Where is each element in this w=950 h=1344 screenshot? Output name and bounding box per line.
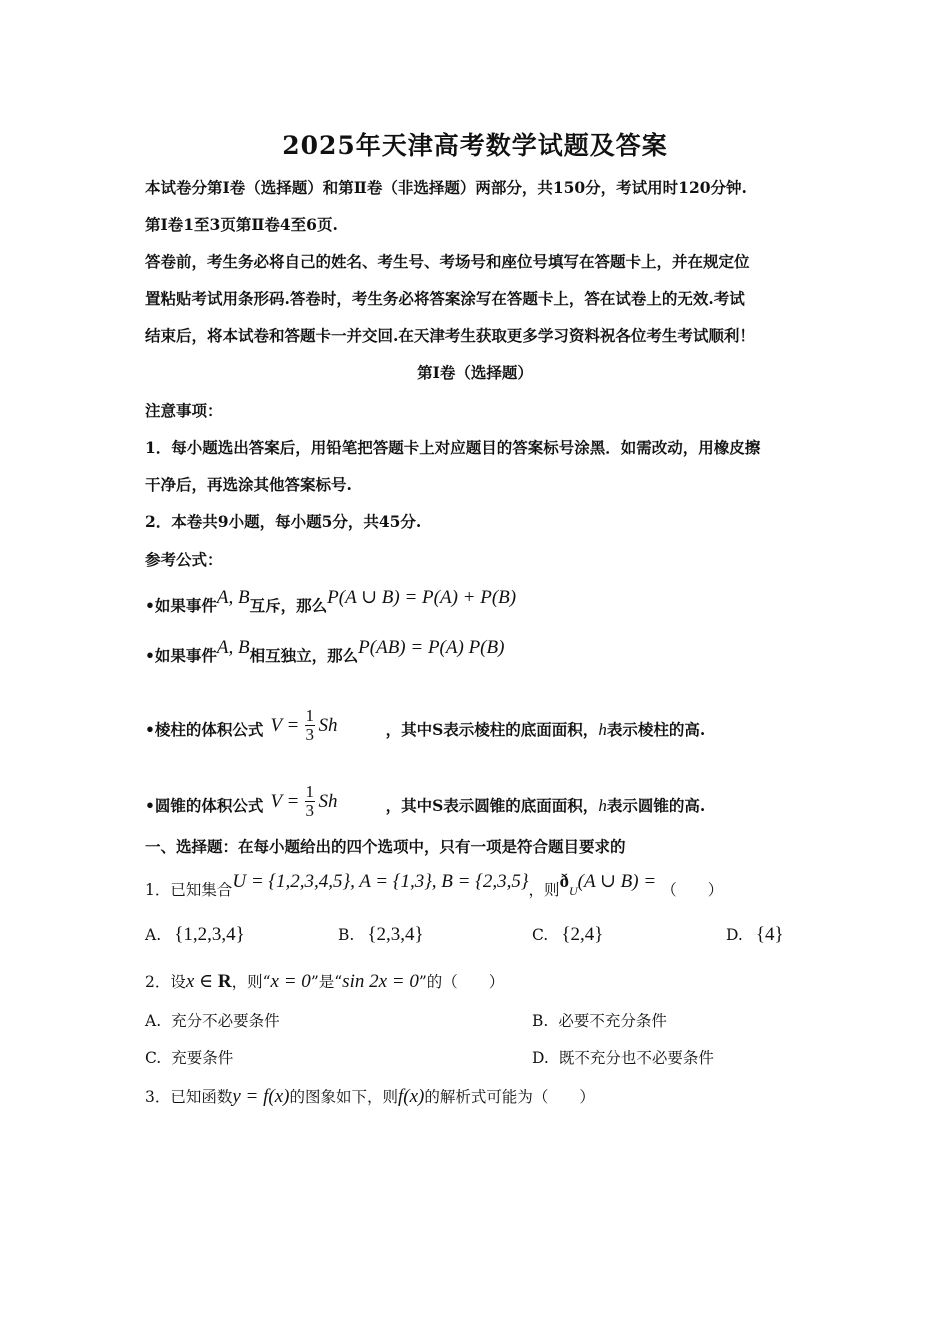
q1-option-d[interactable]: D. {4}	[726, 924, 784, 945]
question-3: 3．已知函数y = f(x)的图象如下，则f(x)的解析式可能为（ ）	[145, 1086, 595, 1107]
intro-line-5: 结束后，将本试卷和答题卡一并交回.在天津考生获取更多学习资料祝各位考生考试顺利！	[145, 326, 755, 345]
q2-option-a[interactable]: A. 充分不必要条件	[145, 1012, 280, 1030]
intro-line-4: 置粘贴考试用条形码.答卷时，考生务必将答案涂写在答题卡上，答在试卷上的无效.考试	[145, 289, 745, 308]
q1-option-b[interactable]: B. {2,3,4}	[338, 924, 424, 945]
intro-line-1: 本试卷分第Ⅰ卷（选择题）和第Ⅱ卷（非选择题）两部分，共150分，考试用时120分钟.	[145, 178, 747, 197]
question-2: 2．设x ∈ R，则“x = 0”是“sin 2x = 0”的（ ）	[145, 971, 505, 992]
intro-line-3: 答卷前，考生务必将自己的姓名、考生号、考场号和座位号填写在答题卡上，并在规定位	[145, 252, 750, 271]
q2-option-b[interactable]: B. 必要不充分条件	[532, 1012, 667, 1030]
notes-item-1a: 1．每小题选出答案后，用铅笔把答题卡上对应题目的答案标号涂黑．如需改动，用橡皮擦	[145, 438, 761, 457]
formulas-heading: 参考公式：	[145, 550, 223, 569]
formula-cone-volume: •圆锥的体积公式 V = $\frac{1}{3}$ Sh ，其中S表示圆锥的底面面积，h表示圆锥的高.	[145, 782, 706, 820]
q1-option-a[interactable]: A. {1,2,3,4}	[145, 924, 245, 945]
q1-option-c[interactable]: C. {2,4}	[532, 924, 604, 945]
document-title: 2025年天津高考数学试题及答案	[282, 131, 668, 160]
notes-heading: 注意事项：	[145, 401, 223, 420]
section-heading: 第Ⅰ卷（选择题）	[417, 363, 533, 382]
formula-prism-volume: •棱柱的体积公式 V = $\frac{1}{3}$ Sh ，其中S表示棱柱的底面面积，h表示棱柱的高.	[145, 706, 706, 744]
part1-heading: 一、选择题：在每小题给出的四个选项中，只有一项是符合题目要求的	[145, 837, 626, 856]
formula-mutually-exclusive: •如果事件A, B互斥，那么P(A ∪ B) = P(A) + P(B)	[145, 587, 517, 615]
q2-option-c[interactable]: C. 充要条件	[145, 1049, 234, 1067]
question-1: 1．已知集合U = {1,2,3,4,5}, A = {1,3}, B = {2,3,5}，则$ð_U(A$ ∪ B) = （ ）	[145, 871, 724, 899]
formula-independent: •如果事件A, B相互独立，那么P(AB) = P(A) P(B)	[145, 637, 505, 665]
notes-item-1b: 干净后，再选涂其他答案标号.	[145, 475, 352, 494]
intro-line-2: 第Ⅰ卷1至3页第Ⅱ卷4至6页.	[145, 215, 338, 234]
q2-option-d[interactable]: D. 既不充分也不必要条件	[532, 1049, 714, 1067]
notes-item-2: 2．本卷共9小题，每小题5分，共45分.	[145, 512, 422, 531]
